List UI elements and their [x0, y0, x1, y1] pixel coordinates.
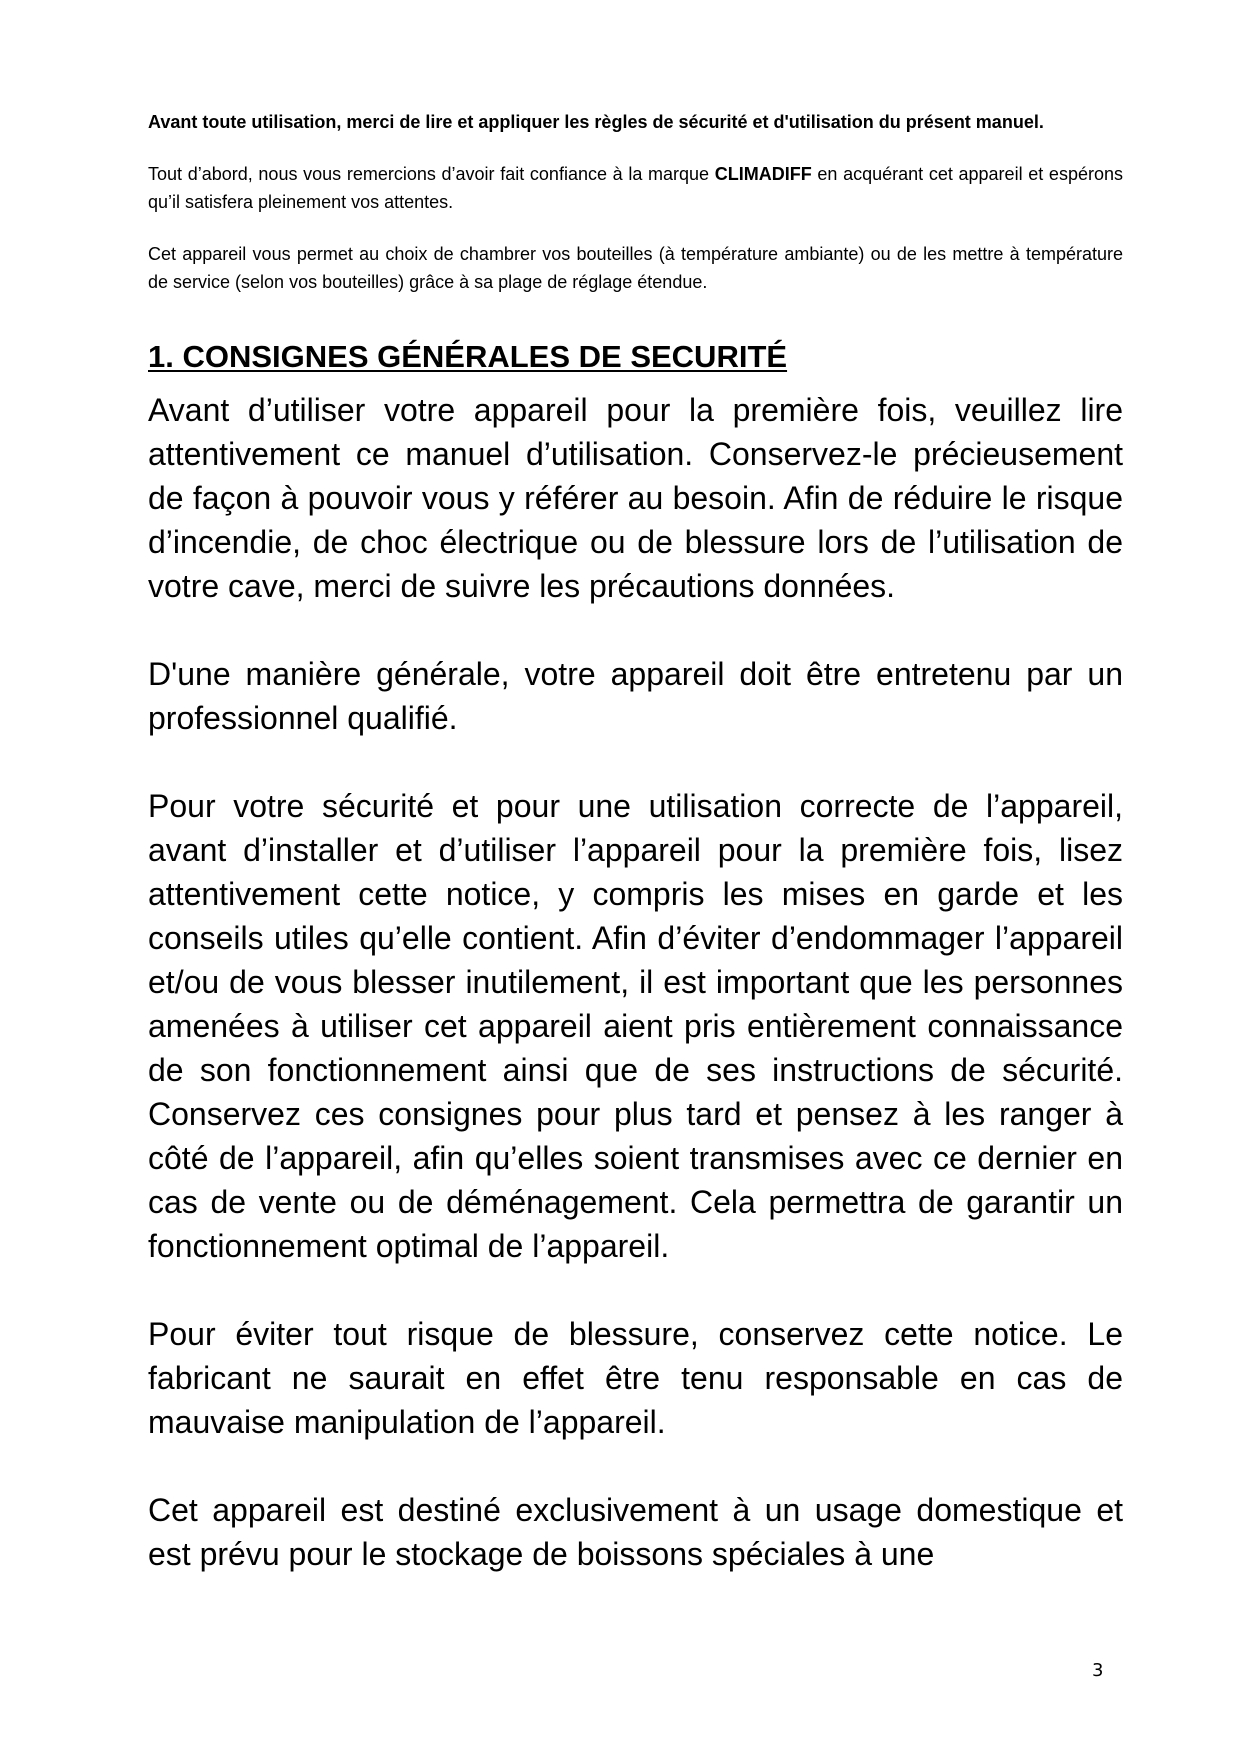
section-paragraph: Pour votre sécurité et pour une utilisation correcte de l’appareil, avant d’installer et d’utiliser l’appareil pour la première fois, lisez attentivement cette notice, y compris les mises en garde et les conseils utiles qu’elle contient. Afin d’éviter d’endommager l’appareil et/ou de vous blesser inutilement, il est important que les personnes amenées à utiliser cet appareil aient pris entièrement connaissance de son fonctionnement ainsi que de ses instructions de sécurité. Conservez ces consignes pour plus tard et pensez à les ranger à côté de l’appareil, afin qu’elles soient transmises avec ce dernier en cas de vente ou de déménagement. Cela permettra de garantir un fonctionnement optimal de l’appareil.	[148, 788, 1123, 1264]
thanks-text-after: en acquérant cet appareil et espérons qu’il satisfera pleinement vos attentes.	[148, 164, 1123, 212]
brand-name: CLIMADIFF	[714, 164, 812, 184]
section-paragraph: Avant d’utiliser votre appareil pour la première fois, veuillez lire attentivement ce manuel d’utilisation. Conservez-le précieusement de façon à pouvoir vous y référer au besoin. Afin de réduire le risque d’incendie, de choc électrique ou de blessure lors de l’utilisation de votre cave, merci de suivre les précautions données.	[148, 392, 1123, 604]
section-paragraph: Cet appareil est destiné exclusivement à un usage domestique et est prévu pour le stockage de boissons spéciales à une	[148, 1492, 1123, 1572]
thanks-paragraph	[148, 160, 1123, 216]
section-paragraph: Pour éviter tout risque de blessure, conservez cette notice. Le fabricant ne saurait en effet être tenu responsable en cas de mauvaise manipulation de l’appareil.	[148, 1316, 1123, 1440]
page-number: 3	[1092, 1660, 1104, 1681]
appliance-description: Cet appareil vous permet au choix de chambrer vos bouteilles (à température ambiante) ou de les mettre à température de service (selon vos bouteilles) grâce à sa plage de réglage étendue.	[148, 244, 1123, 292]
thanks-text-before: Tout d’abord, nous vous remercions d’avoir fait confiance à la marque	[148, 164, 715, 184]
section-paragraph: D'une manière générale, votre appareil doit être entretenu par un professionnel qualifié.	[148, 656, 1123, 736]
safety-notice: Avant toute utilisation, merci de lire et appliquer les règles de sécurité et d'utilisation du présent manuel.	[148, 112, 1044, 132]
section-title: 1. CONSIGNES GÉNÉRALES DE SECURITÉ	[148, 339, 788, 374]
page-content	[148, 108, 1123, 1576]
